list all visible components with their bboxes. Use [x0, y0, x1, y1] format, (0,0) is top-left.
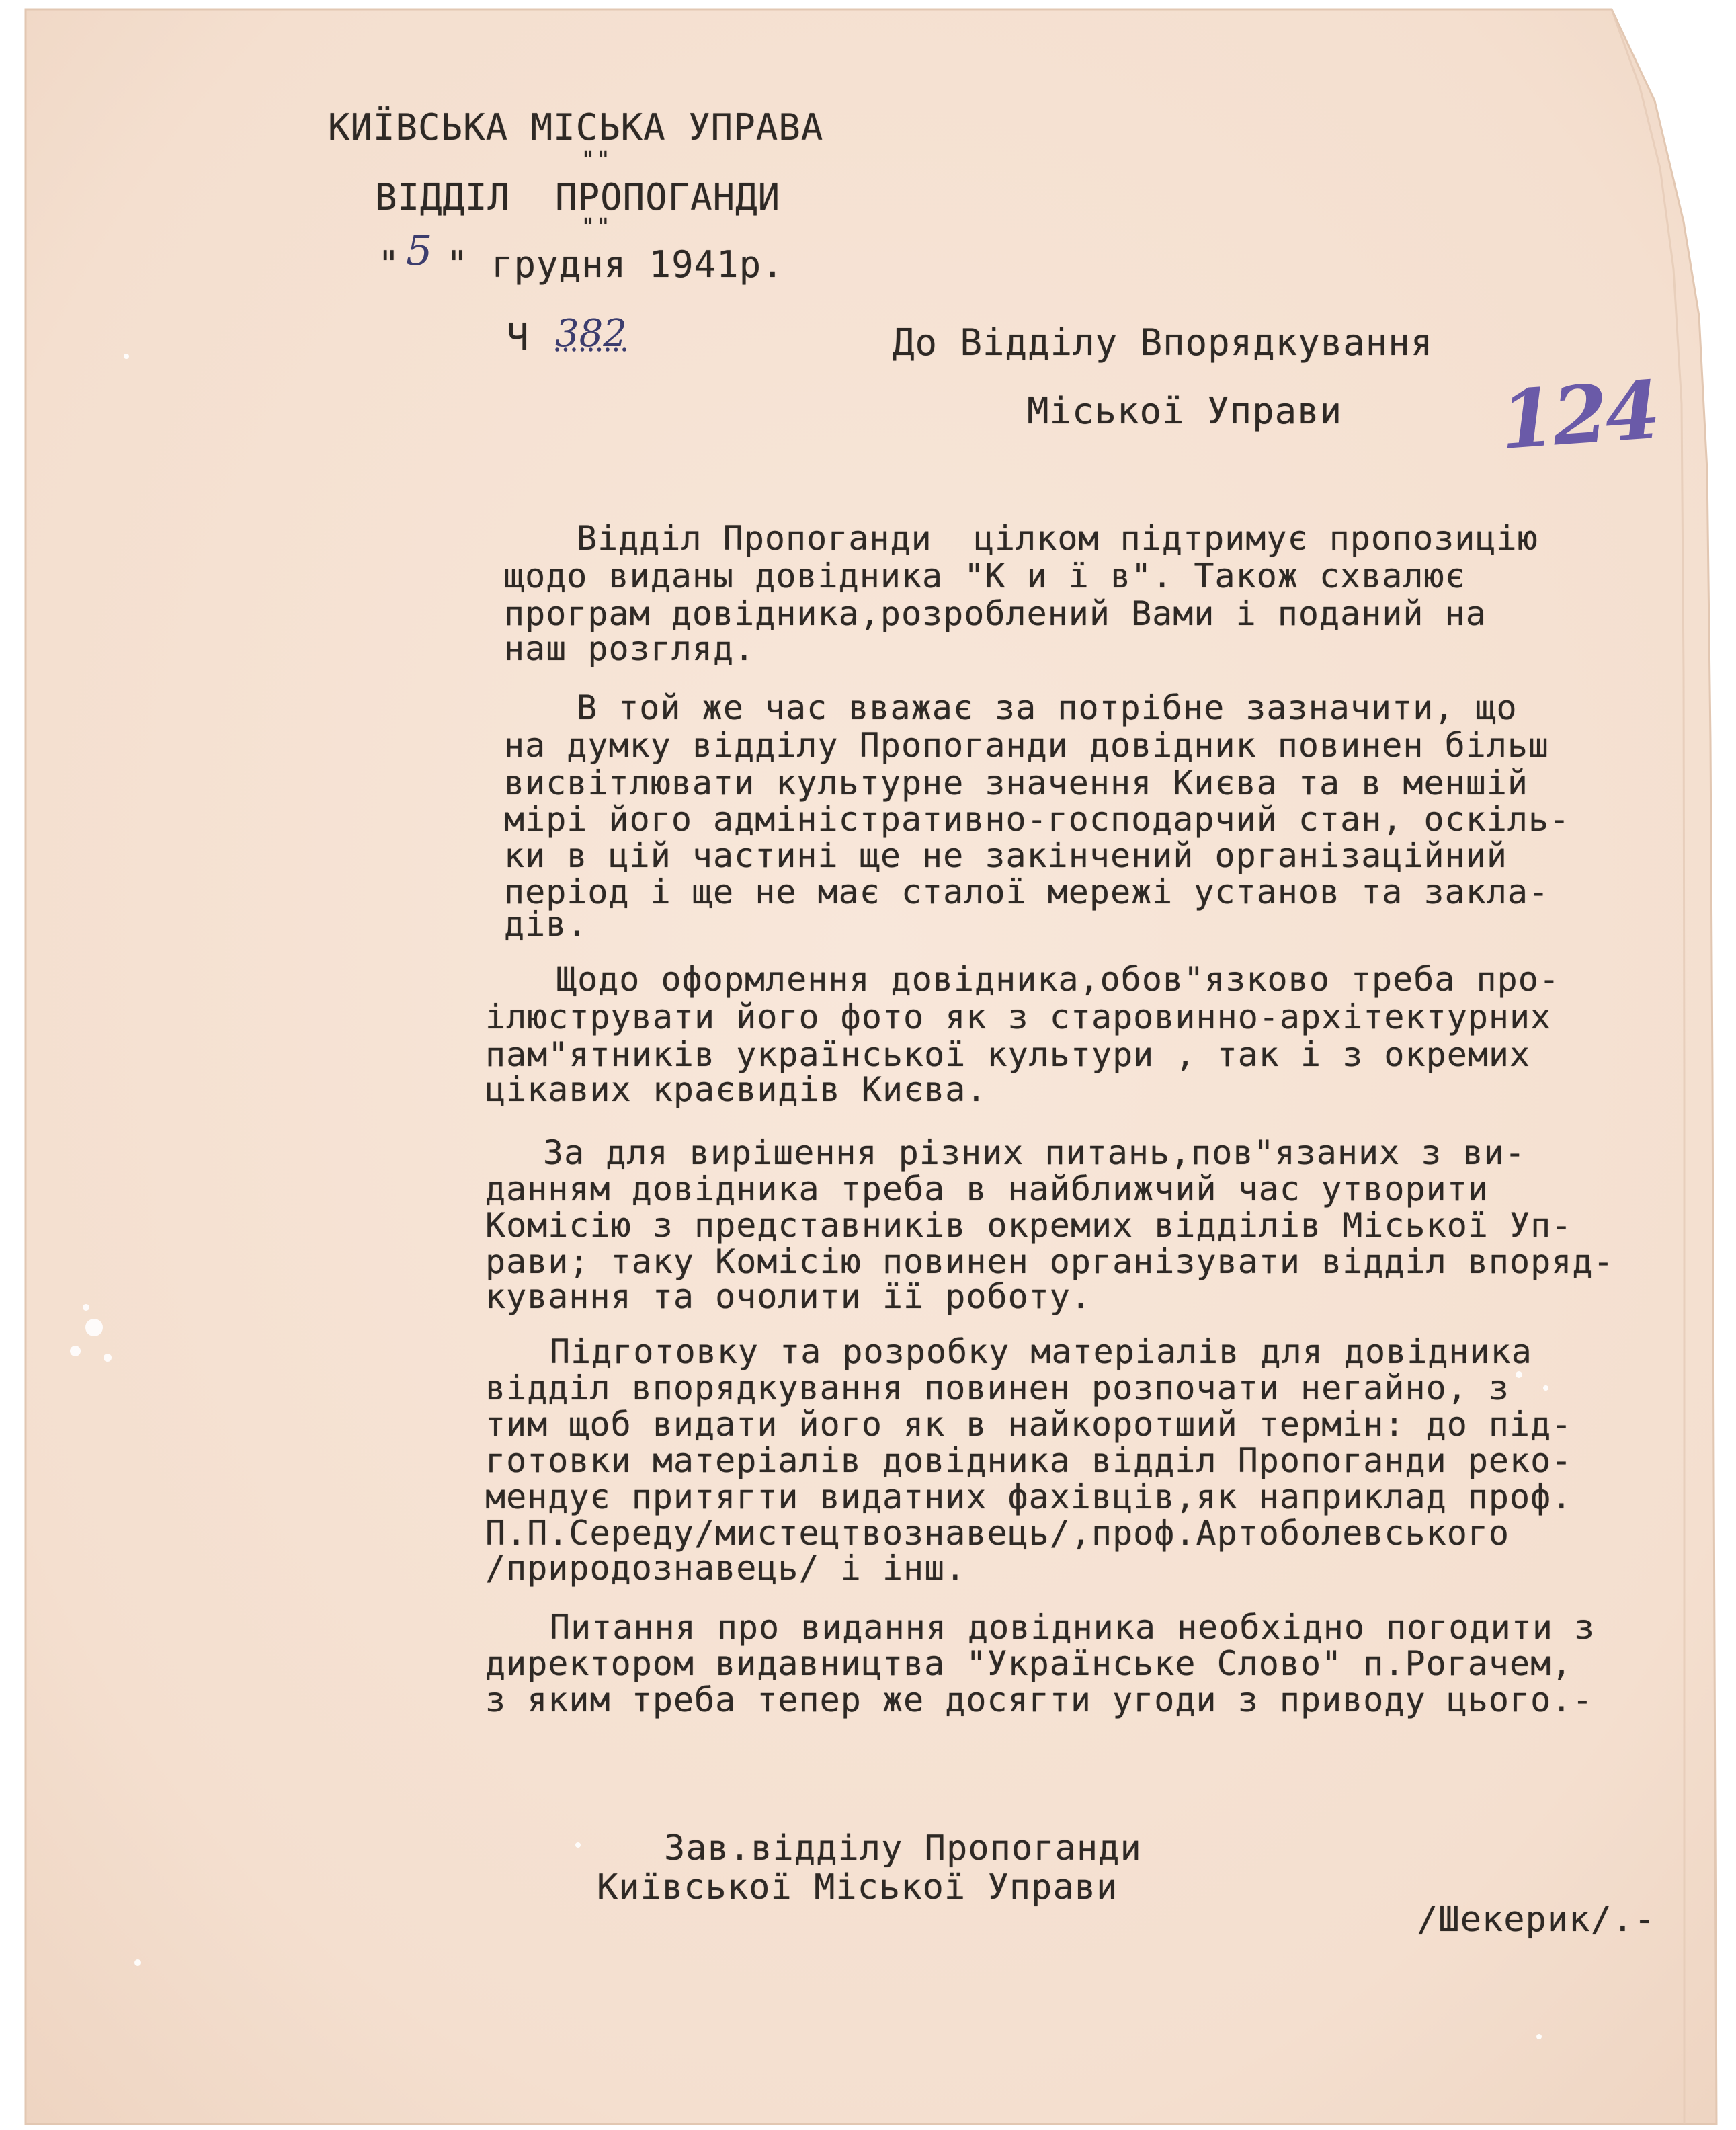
signatory-title-line-1: Зав.відділу Пропоганди	[664, 1828, 1142, 1869]
body-line: з яким треба тепер же досягти угоди з приводу цього.-	[485, 1680, 1594, 1719]
quote-mark: ""	[581, 147, 612, 174]
body-line: мендує притягти видатних фахівців,як наприклад проф.	[485, 1477, 1573, 1516]
body-line: відділ впорядкування повинен розпочати негайно, з	[485, 1368, 1510, 1407]
archive-page-number: 124	[1497, 362, 1661, 468]
body-line: Питання про видання довідника необхідно погодити з	[550, 1608, 1596, 1647]
reference-number-handwritten: 382	[555, 312, 627, 356]
body-line: данням довідника треба в найближчий час утворити	[485, 1170, 1489, 1209]
date-open-quote: "	[378, 243, 401, 286]
signatory-title-line-2: Київської Міської Управи	[597, 1867, 1118, 1908]
body-line: цікавих краєвидів Києва.	[485, 1070, 987, 1109]
signatory-name: /Шекерик/.-	[1417, 1899, 1656, 1940]
body-line: ки в цій частині ще не закінчений організаційний	[504, 836, 1507, 875]
body-line: наш розгляд.	[504, 629, 755, 668]
body-line: Комісію з представників окремих відділів Міської Уп-	[485, 1206, 1573, 1245]
quote-mark: ""	[581, 214, 612, 241]
body-line: Відділ Пропоганди цілком підтримує пропозицію	[577, 519, 1538, 558]
body-line: В той же час вважає за потрібне зазначити, що	[577, 688, 1518, 727]
body-line: тим щоб видати його як в найкоротший термін: до під-	[485, 1405, 1573, 1444]
body-line: програм довідника,розроблений Вами і поданий на	[504, 594, 1487, 633]
body-line: період і ще не має сталої мережі установ та закла-	[504, 872, 1550, 911]
body-line: ілюструвати його фото як з старовинно-архітектурних	[485, 997, 1552, 1036]
reference-prefix: Ч	[507, 316, 530, 358]
org-heading: КИЇВСЬКА МІСЬКА УПРАВА	[328, 106, 824, 149]
body-line: /природознавець/ і інш.	[485, 1549, 966, 1588]
body-line: За для вирішення різних питань,пов"язаних з ви-	[543, 1133, 1526, 1172]
body-line: висвітлювати культурне значення Києва та в меншій	[504, 764, 1529, 803]
department-heading: ВІДДІЛ ПРОПОГАНДИ	[375, 176, 781, 218]
body-line: мірі його адміністративно-господарчий стан, оскіль-	[504, 800, 1571, 839]
body-line: директором видавництва "Українське Слово" п.Рогачем,	[485, 1644, 1573, 1683]
body-line: дів.	[504, 905, 588, 944]
body-line: щодо виданы довідника "К и ї в". Також схвалює	[504, 557, 1466, 596]
body-line: Щодо оформлення довідника,обов"язково треба про-	[556, 960, 1560, 999]
body-line: П.П.Середу/мистецтвознавець/,проф.Артоболевського	[485, 1514, 1510, 1553]
addressee-line-1: До Відділу Впорядкування	[893, 321, 1434, 364]
body-line: Підготовку та розробку матеріалів для довідника	[550, 1332, 1532, 1371]
body-line: пам"ятників української культури , так і з окремих	[485, 1035, 1531, 1074]
body-line: готовки матеріалів довідника відділ Пропоганди реко-	[485, 1441, 1573, 1480]
body-line: кування та очолити її роботу.	[485, 1277, 1091, 1316]
date-line: " грудня 1941р.	[446, 243, 784, 286]
addressee-line-2: Міської Управи	[1027, 390, 1343, 432]
date-day-handwritten: 5	[406, 226, 433, 275]
body-line: на думку відділу Пропоганди довідник повинен більш	[504, 726, 1550, 765]
body-line: рави; таку Комісію повинен організувати відділ впоряд-	[485, 1242, 1614, 1281]
